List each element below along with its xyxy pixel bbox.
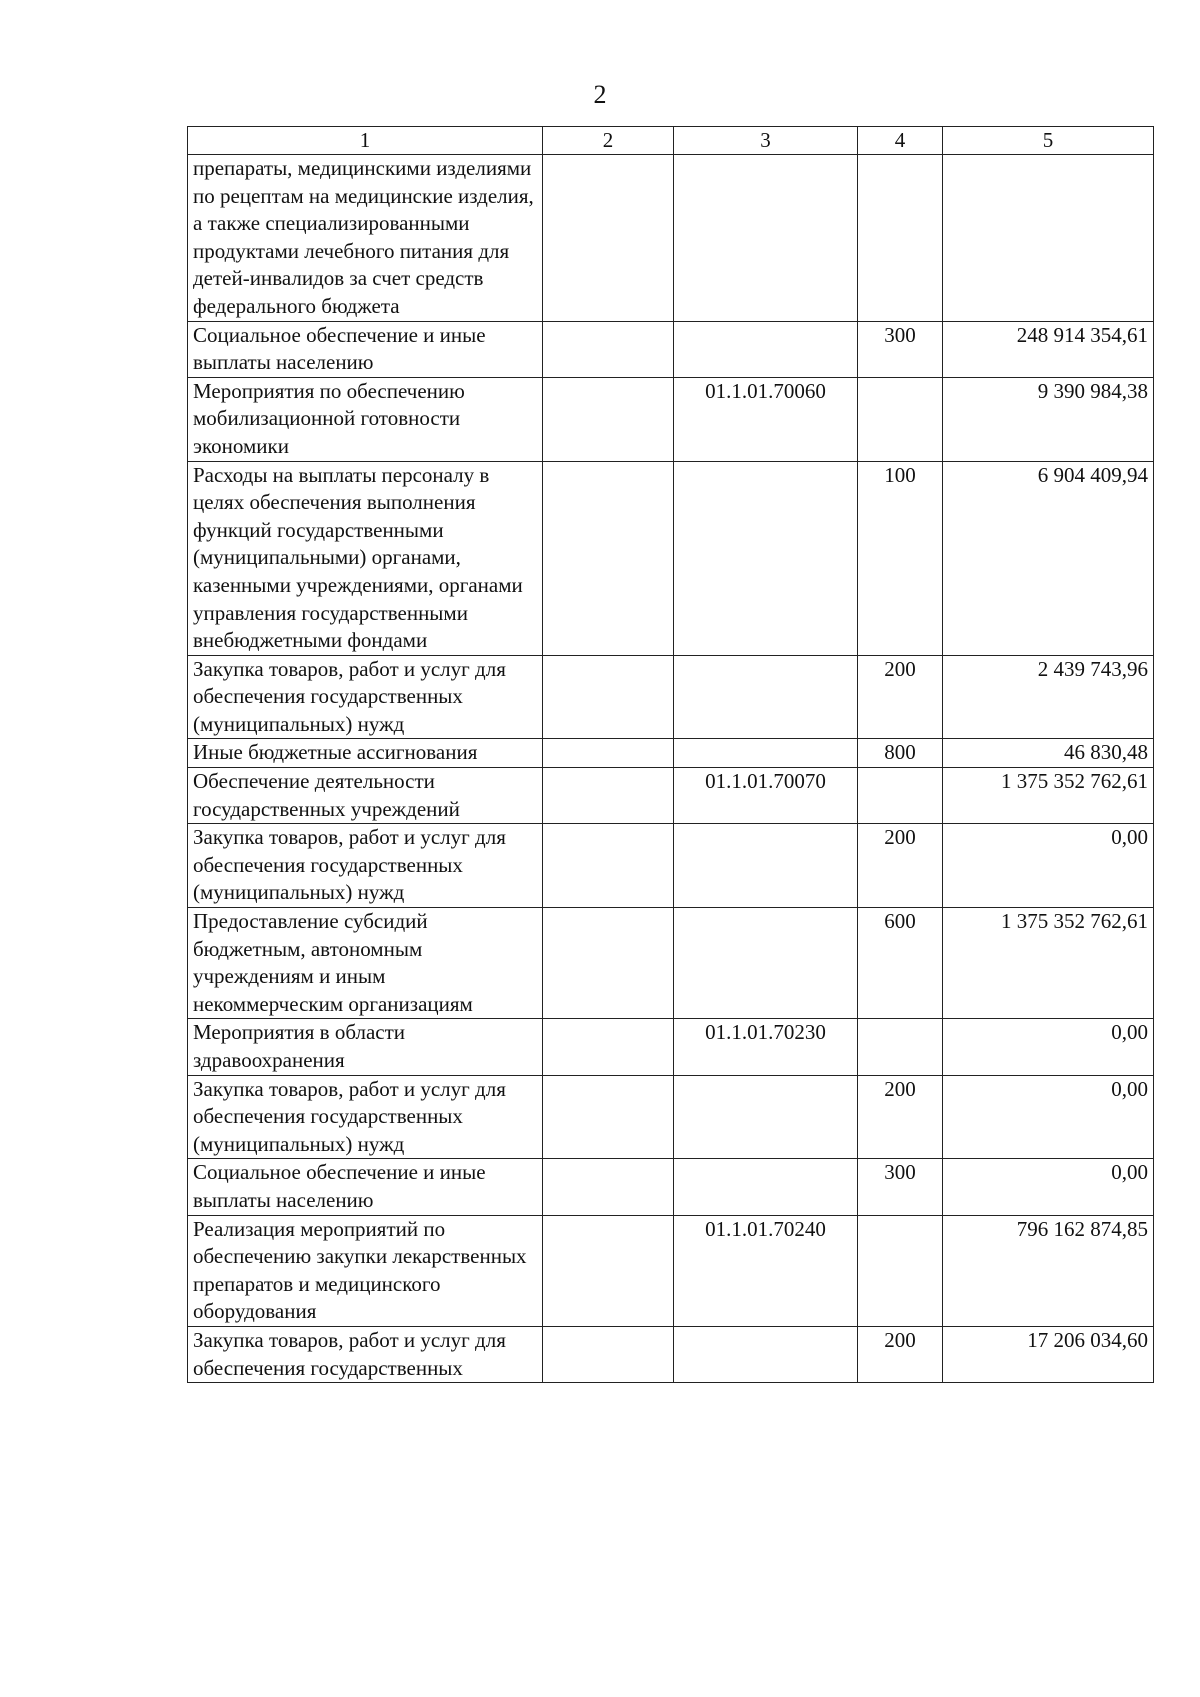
row-amount: 2 439 743,96	[943, 655, 1154, 739]
table-row	[188, 461, 1154, 655]
row-col2	[543, 908, 674, 1019]
row-code	[674, 739, 858, 768]
row-code: 01.1.01.70060	[674, 377, 858, 461]
row-type: 100	[858, 461, 943, 655]
table-header	[188, 127, 1154, 155]
row-name: Закупка товаров, работ и услуг для обеспечения государственных (муниципальных) нужд	[188, 1075, 543, 1159]
table-row	[188, 1159, 1154, 1215]
row-code	[674, 655, 858, 739]
row-type: 200	[858, 1075, 943, 1159]
row-amount: 6 904 409,94	[943, 461, 1154, 655]
table-row	[188, 824, 1154, 908]
row-col2	[543, 155, 674, 322]
row-type	[858, 1215, 943, 1326]
row-name: Иные бюджетные ассигнования	[188, 739, 543, 768]
row-amount: 248 914 354,61	[943, 321, 1154, 377]
table-row	[188, 321, 1154, 377]
row-type: 300	[858, 1159, 943, 1215]
row-code	[674, 461, 858, 655]
row-name: Социальное обеспечение и иные выплаты населению	[188, 321, 543, 377]
header-col-1: 1	[188, 127, 543, 155]
row-amount: 0,00	[943, 1075, 1154, 1159]
table-row	[188, 1075, 1154, 1159]
row-col2	[543, 1019, 674, 1075]
row-type	[858, 377, 943, 461]
row-name: Расходы на выплаты персоналу в целях обеспечения выполнения функций государственными (муниципальными) органами, казенными учреждениями, органами управления государственными внебюджетными фондами	[188, 461, 543, 655]
row-type: 200	[858, 1326, 943, 1382]
row-code	[674, 321, 858, 377]
table-row	[188, 908, 1154, 1019]
row-name: Обеспечение деятельности государственных учреждений	[188, 768, 543, 824]
row-type: 200	[858, 655, 943, 739]
row-type	[858, 155, 943, 322]
header-col-3: 3	[674, 127, 858, 155]
row-col2	[543, 655, 674, 739]
row-code	[674, 1159, 858, 1215]
table-row	[188, 155, 1154, 322]
row-col2	[543, 824, 674, 908]
row-amount: 796 162 874,85	[943, 1215, 1154, 1326]
row-name: Мероприятия в области здравоохранения	[188, 1019, 543, 1075]
row-amount: 0,00	[943, 1159, 1154, 1215]
row-amount: 0,00	[943, 824, 1154, 908]
table-row	[188, 655, 1154, 739]
table-row	[188, 768, 1154, 824]
row-name: Предоставление субсидий бюджетным, автономным учреждениям и иным некоммерческим организациям	[188, 908, 543, 1019]
row-amount: 46 830,48	[943, 739, 1154, 768]
row-col2	[543, 321, 674, 377]
row-type: 200	[858, 824, 943, 908]
row-col2	[543, 768, 674, 824]
budget-table	[187, 126, 1154, 1383]
row-amount: 1 375 352 762,61	[943, 908, 1154, 1019]
row-name: Социальное обеспечение и иные выплаты населению	[188, 1159, 543, 1215]
header-col-2: 2	[543, 127, 674, 155]
table-body	[188, 155, 1154, 1383]
row-code: 01.1.01.70240	[674, 1215, 858, 1326]
row-amount: 1 375 352 762,61	[943, 768, 1154, 824]
row-code	[674, 1075, 858, 1159]
row-name: Закупка товаров, работ и услуг для обеспечения государственных (муниципальных) нужд	[188, 824, 543, 908]
row-code: 01.1.01.70070	[674, 768, 858, 824]
row-name: Мероприятия по обеспечению мобилизационной готовности экономики	[188, 377, 543, 461]
header-row	[188, 127, 1154, 155]
table-row	[188, 1326, 1154, 1382]
row-amount: 9 390 984,38	[943, 377, 1154, 461]
row-type: 800	[858, 739, 943, 768]
row-code	[674, 824, 858, 908]
row-code	[674, 1326, 858, 1382]
row-type	[858, 768, 943, 824]
row-col2	[543, 1326, 674, 1382]
row-code	[674, 908, 858, 1019]
row-type: 300	[858, 321, 943, 377]
row-amount: 17 206 034,60	[943, 1326, 1154, 1382]
header-col-4: 4	[858, 127, 943, 155]
table-row	[188, 739, 1154, 768]
page-number: 2	[593, 80, 607, 109]
row-col2	[543, 461, 674, 655]
row-type: 600	[858, 908, 943, 1019]
row-amount	[943, 155, 1154, 322]
row-code: 01.1.01.70230	[674, 1019, 858, 1075]
row-col2	[543, 377, 674, 461]
row-name: Закупка товаров, работ и услуг для обеспечения государственных (муниципальных) нужд	[188, 655, 543, 739]
table-row	[188, 1215, 1154, 1326]
row-col2	[543, 1075, 674, 1159]
row-name: Реализация мероприятий по обеспечению закупки лекарственных препаратов и медицинского оборудования	[188, 1215, 543, 1326]
row-col2	[543, 1159, 674, 1215]
row-name: препараты, медицинскими изделиями по рецептам на медицинские изделия, а также специализированными продуктами лечебного питания для детей-инвалидов за счет средств федерального бюджета	[188, 155, 543, 322]
row-name: Закупка товаров, работ и услуг для обеспечения государственных	[188, 1326, 543, 1382]
row-col2	[543, 739, 674, 768]
header-col-5: 5	[943, 127, 1154, 155]
row-amount: 0,00	[943, 1019, 1154, 1075]
row-col2	[543, 1215, 674, 1326]
table-row	[188, 1019, 1154, 1075]
table-row	[188, 377, 1154, 461]
row-code	[674, 155, 858, 322]
row-type	[858, 1019, 943, 1075]
